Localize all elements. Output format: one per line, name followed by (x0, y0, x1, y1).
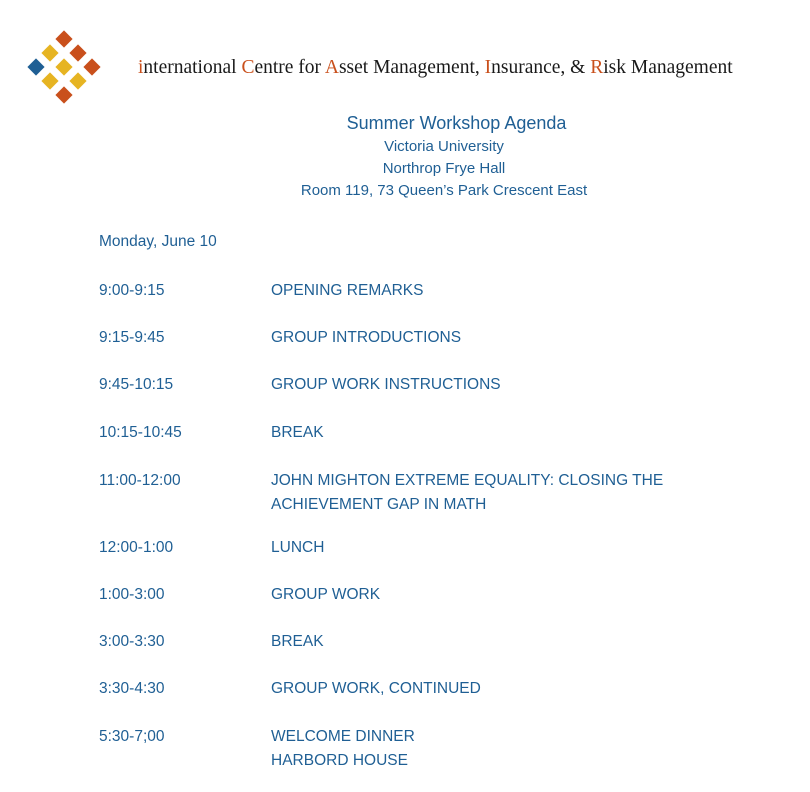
agenda-item-line: GROUP WORK, CONTINUED (271, 680, 481, 697)
org-title-capital: I (484, 57, 492, 78)
agenda-item (271, 326, 721, 350)
venue-name: Victoria University (384, 138, 504, 155)
logo-diamond (41, 44, 58, 61)
logo-diamond (69, 44, 86, 61)
org-title-text: isk Management (603, 57, 733, 78)
org-title-text: sset Management, (338, 57, 485, 78)
logo-diamond (27, 58, 44, 75)
agenda-item-line: LUNCH (271, 539, 325, 556)
logo-diamond (41, 72, 58, 89)
agenda-time: 3:30-4:30 (99, 680, 165, 697)
day-heading: Monday, June 10 (99, 233, 217, 250)
agenda-time: 9:15-9:45 (99, 329, 165, 346)
org-title-capital: R (590, 57, 604, 78)
agenda-item-line: HARBORD HOUSE (271, 752, 408, 769)
org-title-text: nternational (143, 57, 242, 78)
agenda-item-line: OPENING REMARKS (271, 282, 424, 299)
org-title-capital: i (138, 57, 144, 78)
agenda-item-line: WELCOME DINNER (271, 728, 415, 745)
agenda-header (0, 110, 810, 202)
organization-name (138, 55, 798, 81)
agenda-item (271, 583, 721, 607)
agenda-time: 11:00-12:00 (99, 472, 181, 489)
logo-diamond (55, 30, 72, 47)
org-title-text: nsurance, & (491, 57, 591, 78)
agenda-item-line: ACHIEVEMENT GAP IN MATH (271, 496, 487, 513)
logo-diamond (69, 72, 86, 89)
agenda-item (271, 536, 721, 560)
agenda-item (271, 421, 721, 445)
agenda-item-line: JOHN MIGHTON EXTREME EQUALITY: CLOSING THE (271, 472, 664, 489)
agenda-time: 5:30-7;00 (99, 728, 165, 745)
agenda-item-line: BREAK (271, 424, 324, 441)
agenda-time: 3:00-3:30 (99, 633, 165, 650)
icamirm-logo (18, 30, 110, 110)
agenda-item-line: GROUP WORK INSTRUCTIONS (271, 376, 501, 393)
org-title-capital: A (324, 57, 339, 78)
agenda-title: Summer Workshop Agenda (346, 113, 567, 133)
agenda-item-line: GROUP WORK (271, 586, 381, 603)
logo-diamond (55, 86, 72, 103)
agenda-item (271, 373, 721, 397)
room-address: Room 119, 73 Queen’s Park Crescent East (300, 182, 588, 199)
agenda-time: 9:00-9:15 (99, 282, 165, 299)
logo-diamond (83, 58, 100, 75)
agenda-item-line: GROUP INTRODUCTIONS (271, 329, 462, 346)
logo-diamond (55, 58, 72, 75)
org-title-text: entre for (254, 57, 325, 78)
agenda-time: 9:45-10:15 (99, 376, 174, 393)
agenda-item (271, 469, 721, 517)
agenda-item (271, 725, 721, 773)
agenda-item (271, 279, 721, 303)
agenda-item-line: BREAK (271, 633, 324, 650)
hall-name: Northrop Frye Hall (382, 160, 506, 177)
agenda-time: 10:15-10:45 (99, 424, 182, 441)
agenda-time: 12:00-1:00 (99, 539, 174, 556)
agenda-item (271, 630, 721, 654)
org-title-capital: C (241, 57, 255, 78)
agenda-time: 1:00-3:00 (99, 586, 165, 603)
agenda-item (271, 677, 721, 701)
